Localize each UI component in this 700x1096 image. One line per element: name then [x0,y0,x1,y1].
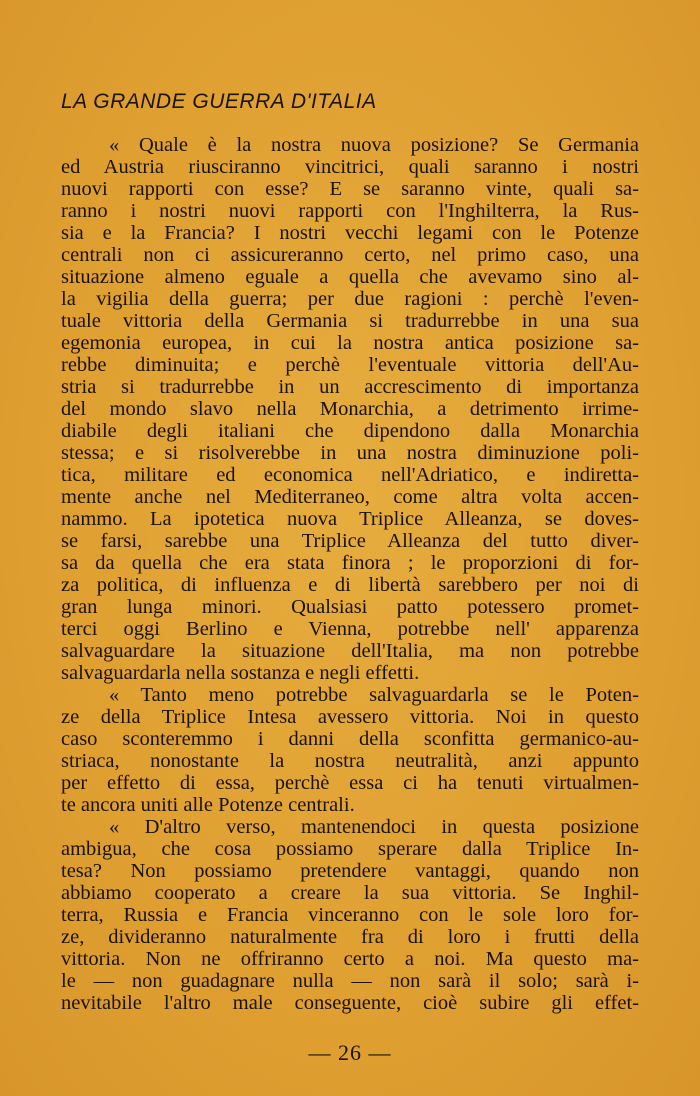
text-line: abbiamo cooperato a creare la sua vittoria. Se Inghil- [61,882,639,904]
text-line: centrali non ci assicureranno certo, nel primo caso, una [61,244,639,266]
text-line: sa da quella che era stata finora ; le proporzioni di for- [61,552,639,574]
text-line: ed Austria riusciranno vincitrici, quali saranno i nostri [61,156,639,178]
text-line: « Quale è la nostra nuova posizione? Se Germania [109,134,639,156]
text-line: egemonia europea, in cui la nostra antica posizione sa- [61,332,639,354]
text-line: la vigilia della guerra; per due ragioni : perchè l'even- [61,288,639,310]
page-number: — 26 — [308,1040,392,1065]
text-line: ze della Triplice Intesa avessero vittoria. Noi in questo [61,706,639,728]
text-line: vittoria. Non ne offriranno certo a noi. Ma questo ma- [61,948,639,970]
text-line: tesa? Non possiamo pretendere vantaggi, quando non [61,860,639,882]
text-line: za politica, di influenza e di libertà sarebbero per noi di [61,574,639,596]
text-line: situazione almeno eguale a quella che avevamo sino al- [61,266,639,288]
text-line: ambigua, che cosa possiamo sperare dalla Triplice In- [61,838,639,860]
text-line: le — non guadagnare nulla — non sarà il solo; sarà i- [61,970,639,992]
text-line: se farsi, sarebbe una Triplice Alleanza del tutto diver- [61,530,639,552]
text-line: « D'altro verso, mantenendoci in questa posizione [109,816,639,838]
text-line: nevitabile l'altro male conseguente, cioè subire gli effet- [61,992,639,1014]
body-text [61,134,639,1014]
text-line: salvaguardare la situazione dell'Italia, ma non potrebbe [61,640,639,662]
text-line: « Tanto meno potrebbe salvaguardarla se le Poten- [109,684,639,706]
text-line: stessa; e si risolverebbe in una nostra diminuzione poli- [61,442,639,464]
text-line: te ancora uniti alle Potenze centrali. [61,794,355,816]
text-line: tuale vittoria della Germania si tradurrebbe in una sua [61,310,639,332]
text-line: stria si tradurrebbe in un accrescimento di importanza [61,376,639,398]
running-head: LA GRANDE GUERRA D'ITALIA [61,90,377,113]
text-line: nammo. La ipotetica nuova Triplice Alleanza, se doves- [61,508,639,530]
text-line: mente anche nel Mediterraneo, come altra volta accen- [61,486,639,508]
text-line: nuovi rapporti con esse? E se saranno vinte, quali sa- [61,178,639,200]
text-line: striaca, nonostante la nostra neutralità, anzi appunto [61,750,639,772]
text-line: tica, militare ed economica nell'Adriatico, e indiretta- [61,464,639,486]
text-line: salvaguardarla nella sostanza e negli effetti. [61,662,420,684]
text-line: del mondo slavo nella Monarchia, a detrimento irrime- [61,398,639,420]
text-line: per effetto di essa, perchè essa ci ha tenuti virtualmen- [61,772,639,794]
text-line: terra, Russia e Francia vinceranno con le sole loro for- [61,904,639,926]
text-line: sia e la Francia? I nostri vecchi legami con le Potenze [61,222,639,244]
text-line: diabile degli italiani che dipendono dalla Monarchia [61,420,639,442]
text-line: ranno i nostri nuovi rapporti con l'Inghilterra, la Rus- [61,200,639,222]
text-line: gran lunga minori. Qualsiasi patto potessero promet- [61,596,639,618]
text-line: caso sconteremmo i danni della sconfitta germanico-au- [61,728,639,750]
text-line: ze, divideranno naturalmente fra di loro i frutti della [61,926,639,948]
text-line: rebbe diminuita; e perchè l'eventuale vittoria dell'Au- [61,354,639,376]
text-line: terci oggi Berlino e Vienna, potrebbe nell' apparenza [61,618,639,640]
